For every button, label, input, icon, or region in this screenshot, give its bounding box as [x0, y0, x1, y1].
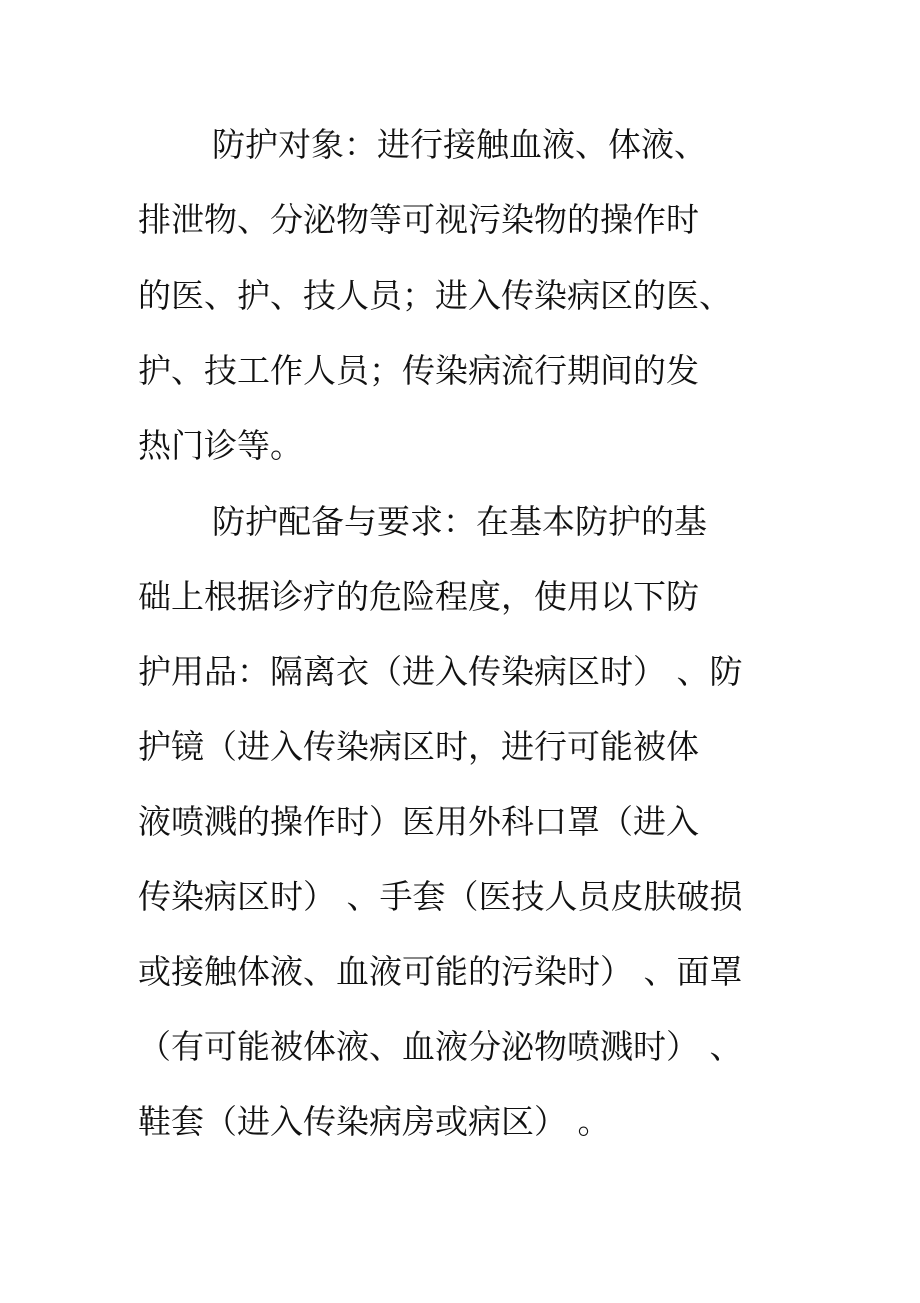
paragraph-2-line-7: 或接触体液、血液可能的污染时） 、面罩: [138, 952, 743, 991]
paragraph-1-line-4: 护、技工作人员；传染病流行期间的发: [138, 351, 699, 390]
paragraph-1-line-5: 热门诊等。: [138, 426, 303, 465]
paragraph-2-line-4: 护镜（进入传染病区时，进行可能被体: [138, 727, 699, 766]
paragraph-2-line-8: （有可能被体液、血液分泌物喷溅时） 、: [138, 1027, 743, 1066]
paragraph-2-line-5: 液喷溅的操作时）医用外科口罩（进入: [138, 802, 699, 841]
paragraph-2-line-6: 传染病区时） 、手套（医技人员皮肤破损: [138, 877, 743, 916]
paragraph-2-line-3: 护用品：隔离衣（进入传染病区时） 、防: [138, 652, 743, 691]
paragraph-2-line-9: 鞋套（进入传染病房或病区） 。: [138, 1102, 611, 1141]
paragraph-1-line-1: 防护对象：进行接触血液、体液、: [212, 125, 707, 164]
paragraph-2-line-2: 础上根据诊疗的危险程度，使用以下防: [138, 577, 699, 616]
paragraph-2-line-1: 防护配备与要求：在基本防护的基: [212, 502, 707, 541]
paragraph-1-line-2: 排泄物、分泌物等可视污染物的操作时: [138, 200, 699, 239]
paragraph-1-line-3: 的医、护、技人员；进入传染病区的医、: [138, 276, 732, 315]
